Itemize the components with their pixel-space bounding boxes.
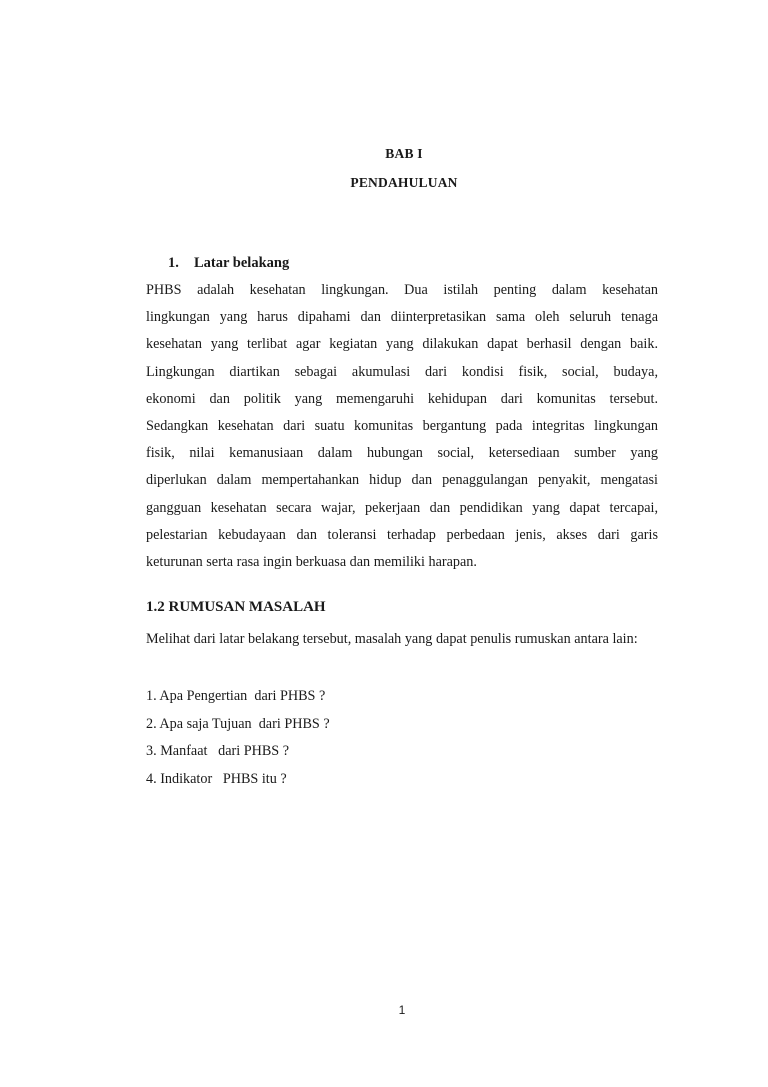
rumusan-masalah-intro: Melihat dari latar belakang tersebut, masalah yang dapat penulis rumuskan antara lain: xyxy=(146,631,638,647)
section-title: Latar belakang xyxy=(194,255,290,271)
chapter-number: BAB I xyxy=(385,146,423,161)
paragraph-line: Lingkungan diartikan sebagai akumulasi dari kondisi fisik, social, budaya, xyxy=(146,363,658,380)
list-item: 2. Apa saja Tujuan dari PHBS ? xyxy=(146,715,330,732)
paragraph-line: diperlukan dalam mempertahankan hidup dan penaggulangan penyakit, mengatasi xyxy=(146,472,658,489)
section-number: 1. xyxy=(168,255,179,271)
paragraph-line: fisik, nilai kemanusiaan dalam hubungan social, ketersediaan sumber yang xyxy=(146,445,658,462)
paragraph-line: gangguan kesehatan secara wajar, pekerjaan dan pendidikan yang dapat tercapai, xyxy=(146,499,658,516)
page-number: 1 xyxy=(398,1003,406,1017)
rumusan-masalah-heading: 1.2 RUMUSAN MASALAH xyxy=(146,599,326,615)
list-item: 3. Manfaat dari PHBS ? xyxy=(146,743,290,760)
paragraph-line: PHBS adalah kesehatan lingkungan. Dua istilah penting dalam kesehatan xyxy=(146,282,658,298)
paragraph-line: keturunan serta rasa ingin berkuasa dan memiliki harapan. xyxy=(146,553,477,570)
paragraph-line: lingkungan yang harus dipahami dan diinterpretasikan sama oleh seluruh tenaga xyxy=(146,309,658,326)
list-item: 4. Indikator PHBS itu ? xyxy=(146,770,287,787)
chapter-title: PENDAHULUAN xyxy=(350,175,458,190)
latar-belakang-paragraph xyxy=(146,277,658,576)
section-heading-latar-belakang xyxy=(168,255,289,272)
paragraph-line: Sedangkan kesehatan dari suatu komunitas bergantung pada integritas lingkungan xyxy=(146,417,658,434)
paragraph-line: ekonomi dan politik yang memengaruhi kehidupan dari komunitas tersebut. xyxy=(146,390,658,407)
list-item: 1. Apa Pengertian dari PHBS ? xyxy=(146,688,326,704)
paragraph-line: pelestarian kebudayaan dan toleransi terhadap perbedaan jenis, akses dari garis xyxy=(146,526,658,543)
paragraph-line: kesehatan yang terlibat agar kegiatan yang dilakukan dapat berhasil dengan baik. xyxy=(146,336,658,353)
rumusan-masalah-list xyxy=(146,683,330,793)
